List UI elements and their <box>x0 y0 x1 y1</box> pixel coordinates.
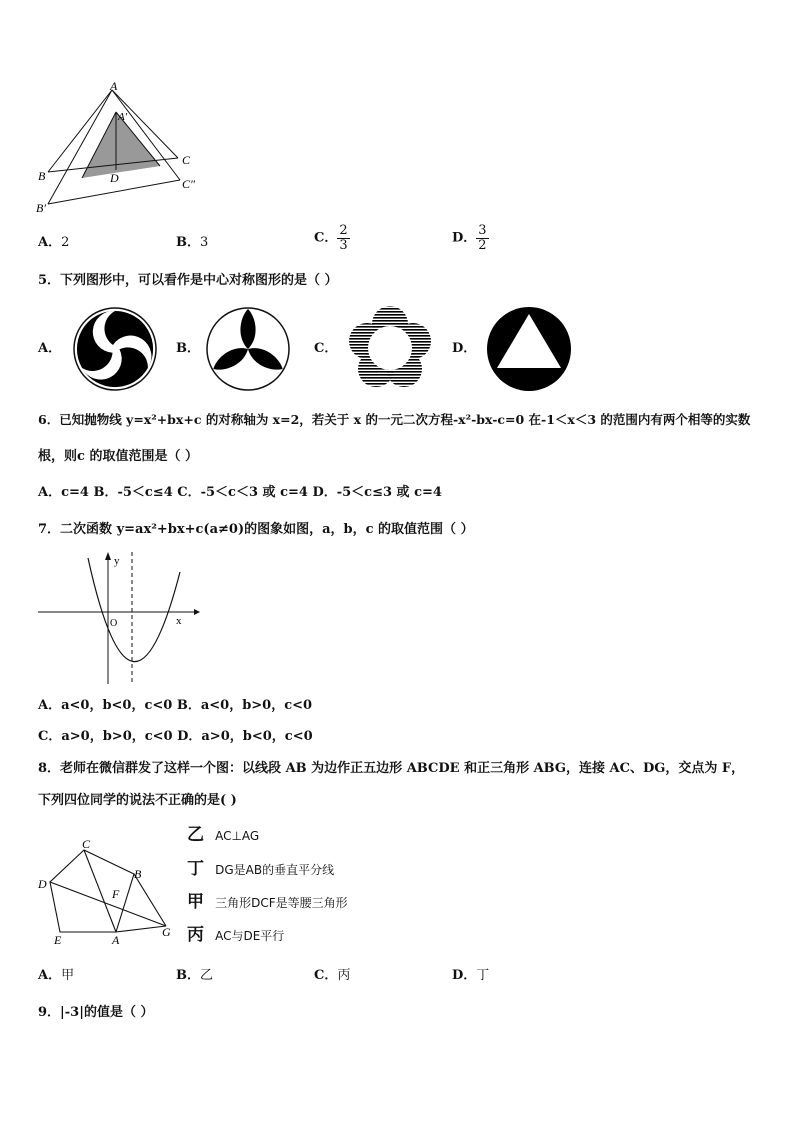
label-E: E <box>54 933 62 947</box>
q8-option-a[interactable]: A．甲 <box>38 968 75 983</box>
label-A1: A′ <box>118 111 128 123</box>
q8-question-line1: 8．老师在微信群发了这样一个图：以线段 AB 为边作正五边形 ABCDE 和正三角形 ABG，连接 AC、DG，交点为 F， <box>38 761 745 776</box>
axis-x-label: x <box>176 615 182 627</box>
q5-option-d-label[interactable]: D． <box>452 341 477 356</box>
q5-question: 5．下列图形中，可以看作是中心对称图形的是（ ） <box>38 273 338 288</box>
label-C1: C″ <box>182 177 196 191</box>
q6-question-line2: 根，则c 的取值范围是（ ） <box>38 449 198 464</box>
q4-option-a[interactable]: A．2 <box>38 235 70 250</box>
label-D: D <box>110 171 119 185</box>
q8-question-line2: 下列四位同学的说法不正确的是( ) <box>38 793 237 808</box>
label-C: C <box>82 837 91 851</box>
q8-statement-4: 丙 AC与DE平行 <box>187 925 285 945</box>
label-F: F <box>112 887 120 901</box>
q6-question-line1: 6．已知抛物线 y=x²+bx+c 的对称轴为 x=2，若关于 x 的一元二次方程-x²-bx-c=0 在-1＜x＜3 的范围内有两个相等的实数 <box>38 412 751 427</box>
q8-option-d[interactable]: D．丁 <box>452 968 490 983</box>
q8-option-b[interactable]: B．乙 <box>176 968 214 983</box>
label-B: B <box>38 169 46 183</box>
q5-option-c-figure[interactable] <box>344 302 436 394</box>
q7-parabola-graph <box>36 548 200 686</box>
parabola-curve <box>88 558 180 662</box>
label-D: D <box>38 877 47 891</box>
line-AG <box>116 926 166 932</box>
q5-option-c-label[interactable]: C． <box>314 341 338 356</box>
q7-options-row1[interactable]: A．a<0，b<0，c<0 B．a<0，b>0，c<0 <box>38 698 313 713</box>
q8-statement-1: 乙 AC⊥AG <box>187 825 260 845</box>
q6-options[interactable]: A．c=4 B．-5＜c≤4 C．-5＜c＜3 或 c=4 D．-5＜c≤3 或 c=4 <box>38 485 442 500</box>
label-B: B <box>134 867 142 881</box>
fraction: $\frac{2}{3}$ <box>339 223 348 253</box>
origin-label: O <box>110 618 118 629</box>
label-A: A <box>112 933 120 947</box>
label-A: A <box>110 80 118 93</box>
fraction: $\frac{3}{2}$ <box>478 223 487 253</box>
q4-triangle-figure <box>30 80 210 220</box>
y-axis-arrow-icon <box>105 552 111 560</box>
q5-option-d-figure[interactable] <box>486 306 572 392</box>
q8-pentagon-figure <box>34 836 184 948</box>
q8-statement-3: 甲 三角形DCF是等腰三角形 <box>187 892 348 912</box>
axis-y-label: y <box>114 555 120 567</box>
line-BG <box>134 874 166 926</box>
label-C: C <box>182 153 191 167</box>
q8-statement-2: 丁 DG是AB的垂直平分线 <box>187 859 335 879</box>
x-axis-arrow-icon <box>194 609 200 615</box>
q5-option-b-label[interactable]: B． <box>176 341 200 356</box>
q5-option-b-figure[interactable] <box>205 306 291 392</box>
q7-options-row2[interactable]: C．a>0，b>0，c<0 D．a>0，b<0，c<0 <box>38 729 313 744</box>
q9-question: 9．|-3|的值是（ ） <box>38 1005 154 1020</box>
line-DG <box>50 882 166 926</box>
q5-option-a-label[interactable]: A． <box>38 341 62 356</box>
q4-option-b[interactable]: B．3 <box>176 235 209 250</box>
q7-question: 7．二次函数 y=ax²+bx+c(a≠0)的图象如图，a，b，c 的取值范围（ ） <box>38 522 474 537</box>
q4-option-c[interactable]: C． $\frac{2}{3}$ <box>314 223 348 253</box>
label-B1: B′ <box>36 201 46 215</box>
pentagon-ABCDE <box>50 850 134 932</box>
q5-option-a-figure[interactable] <box>72 306 158 392</box>
q4-option-d[interactable]: D． $\frac{3}{2}$ <box>452 223 487 253</box>
q8-option-c[interactable]: C．丙 <box>314 968 351 983</box>
label-G: G <box>162 925 171 939</box>
